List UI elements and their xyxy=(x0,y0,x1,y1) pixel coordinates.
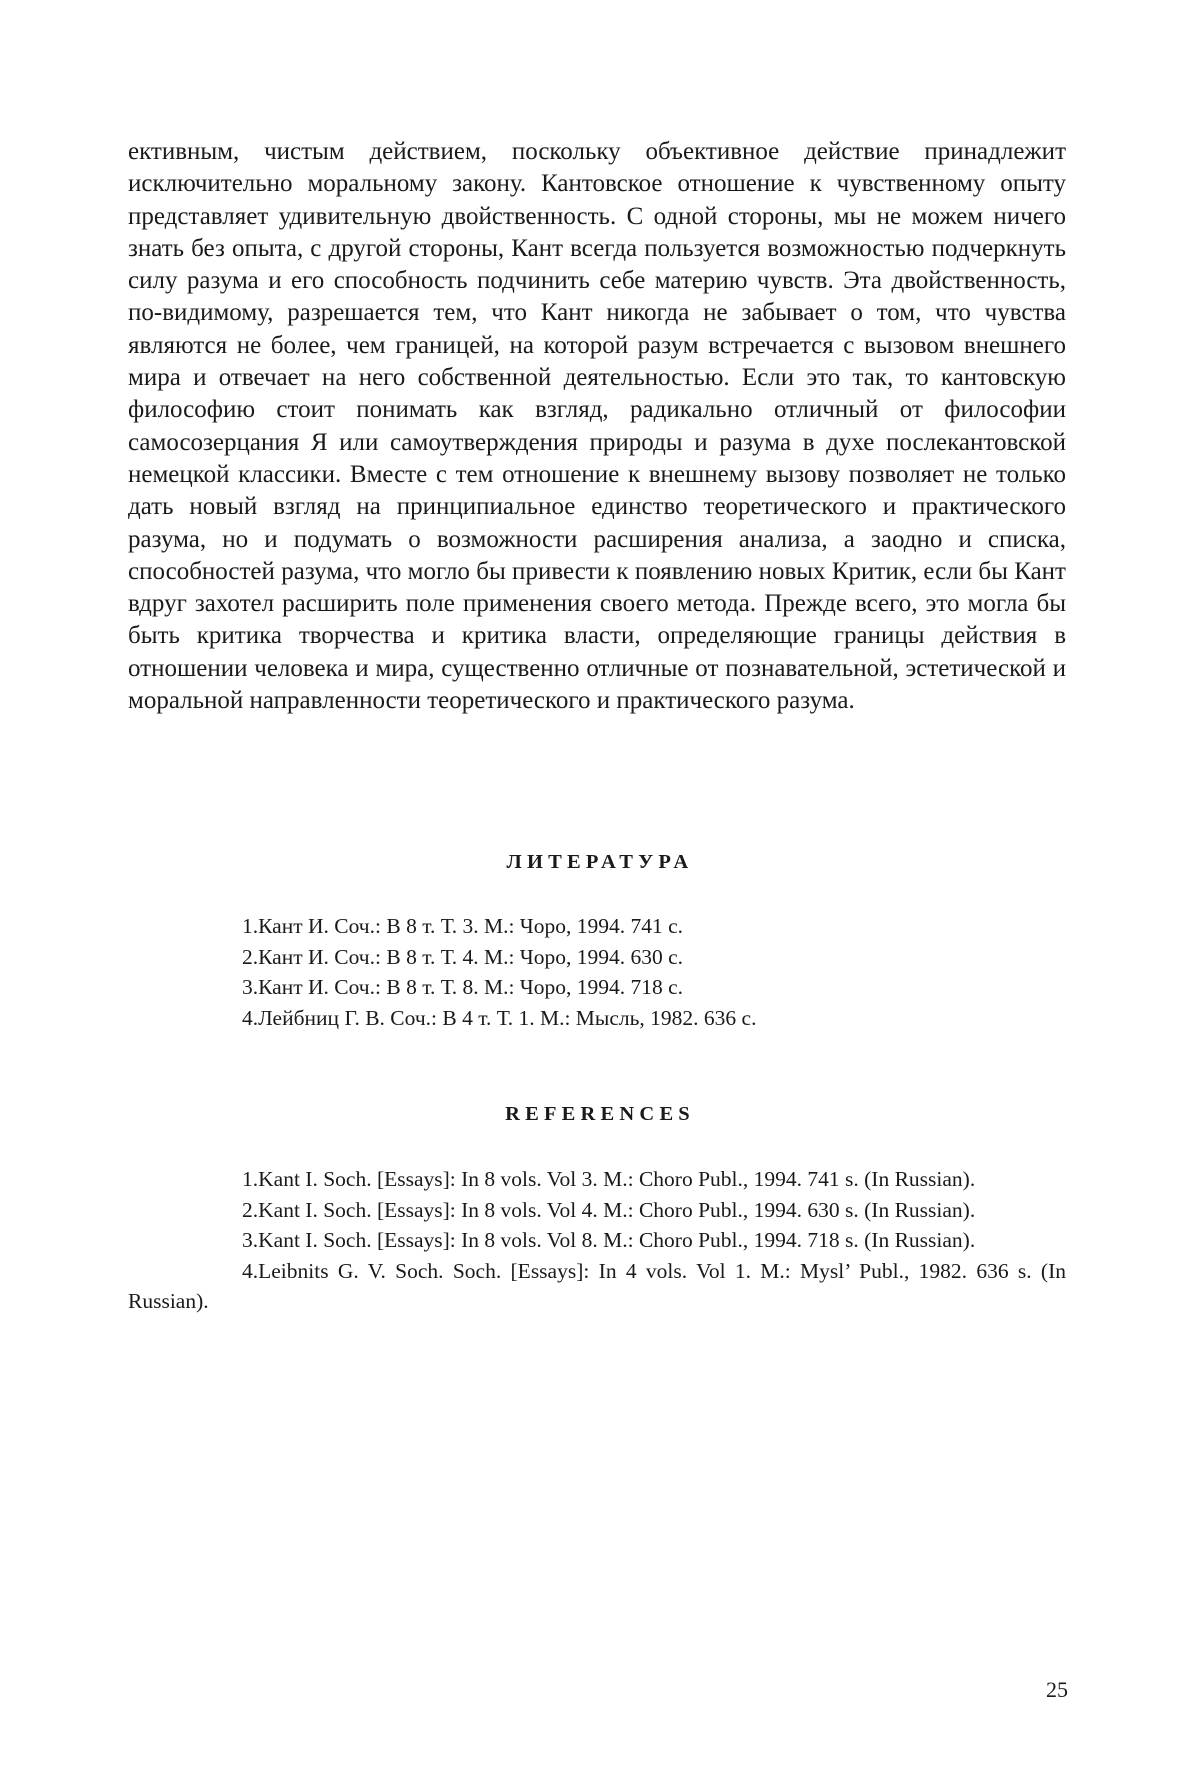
literature-item-number: 4. xyxy=(242,1005,259,1030)
literature-item-text: Кант И. Соч.: В 8 т. Т. 8. М.: Чоро, 1994. 718 с. xyxy=(258,975,684,1000)
references-list xyxy=(128,1164,1066,1317)
literature-item-text: Лейбниц Г. В. Соч.: В 4 т. Т. 1. М.: Мысль, 1982. 636 с. xyxy=(258,1005,757,1030)
reference-item xyxy=(128,1195,1066,1226)
references-heading: REFERENCES xyxy=(505,1103,695,1125)
reference-item-text: Kant I. Soch. [Essays]: In 8 vols. Vol 4. M.: Choro Publ., 1994. 630 s. (In Russian). xyxy=(258,1197,976,1222)
reference-item-text: Kant I. Soch. [Essays]: In 8 vols. Vol 3. M.: Choro Publ., 1994. 741 s. (In Russian). xyxy=(258,1167,976,1191)
literature-heading: ЛИТЕРАТУРА xyxy=(506,851,694,873)
reference-item-text: Kant I. Soch. [Essays]: In 8 vols. Vol 8. M.: Choro Publ., 1994. 718 s. (In Russian). xyxy=(258,1228,976,1253)
reference-item-number: 2. xyxy=(242,1197,259,1222)
reference-item-number: 4. xyxy=(242,1258,259,1283)
literature-item-number: 2. xyxy=(242,944,259,969)
reference-item-text: Leibnits G. V. Soch. Soch. [Essays]: In 4 vols. Vol 1. M.: Mysl’ Publ., 1982. 636 s. (In Russian). xyxy=(128,1258,1066,1314)
reference-item xyxy=(128,1256,1066,1317)
page-number: 25 xyxy=(1046,1677,1068,1702)
literature-item xyxy=(128,911,1066,942)
literature-item xyxy=(128,1003,1066,1034)
reference-item-number: 3. xyxy=(242,1228,259,1253)
literature-item-text: Кант И. Соч.: В 8 т. Т. 3. М.: Чоро, 1994. 741 с. xyxy=(258,914,684,938)
literature-item-number: 3. xyxy=(242,975,259,1000)
reference-item xyxy=(128,1164,1066,1195)
literature-list xyxy=(128,911,1066,1033)
literature-item xyxy=(128,942,1066,973)
literature-item xyxy=(128,972,1066,1003)
literature-item-text: Кант И. Соч.: В 8 т. Т. 4. М.: Чоро, 1994. 630 с. xyxy=(258,944,684,969)
literature-item-number: 1. xyxy=(242,914,259,938)
reference-item xyxy=(128,1225,1066,1256)
reference-item-number: 1. xyxy=(242,1167,259,1191)
body-paragraph: ективным, чистым действием, поскольку объективное действие принадлежит исключительно моральному закону. Кантовское отношение к чувственному опыту представляет удивительную двойственность. С одной стороны, мы не можем ничего знать без опыта, с другой стороны, Кант всегда пользуется возможностью подчеркнуть силу разума и его способность подчинить себе материю чувств. Эта двойственность, по-видимому, разрешается тем, что Кант никогда не забывает о том, что чувства являются не более, чем границей, на которой разум встречается с вызовом внешнего мира и отвечает на него собственной деятельностью. Если это так, то кантовскую философию стоит понимать как взгляд, радикально отличный от философии самосозерцания Я или самоутверждения природы и разума в духе послекантовской немецкой классики. Вместе с тем отношение к внешнему вызову позволяет не только дать новый взгляд на принципиальное единство теоретического и практического разума, но и подумать о возможности расширения анализа, а заодно и списка, способностей разума, что могло бы привести к появлению новых Критик, если бы Кант вдруг захотел расширить поле применения своего метода. Прежде всего, это могла бы быть критика творчества и критика власти, определяющие границы действия в отношении человека и мира, существенно отличные от познавательной, эстетической и моральной направленности теоретического и практического разума. xyxy=(128,138,1066,715)
